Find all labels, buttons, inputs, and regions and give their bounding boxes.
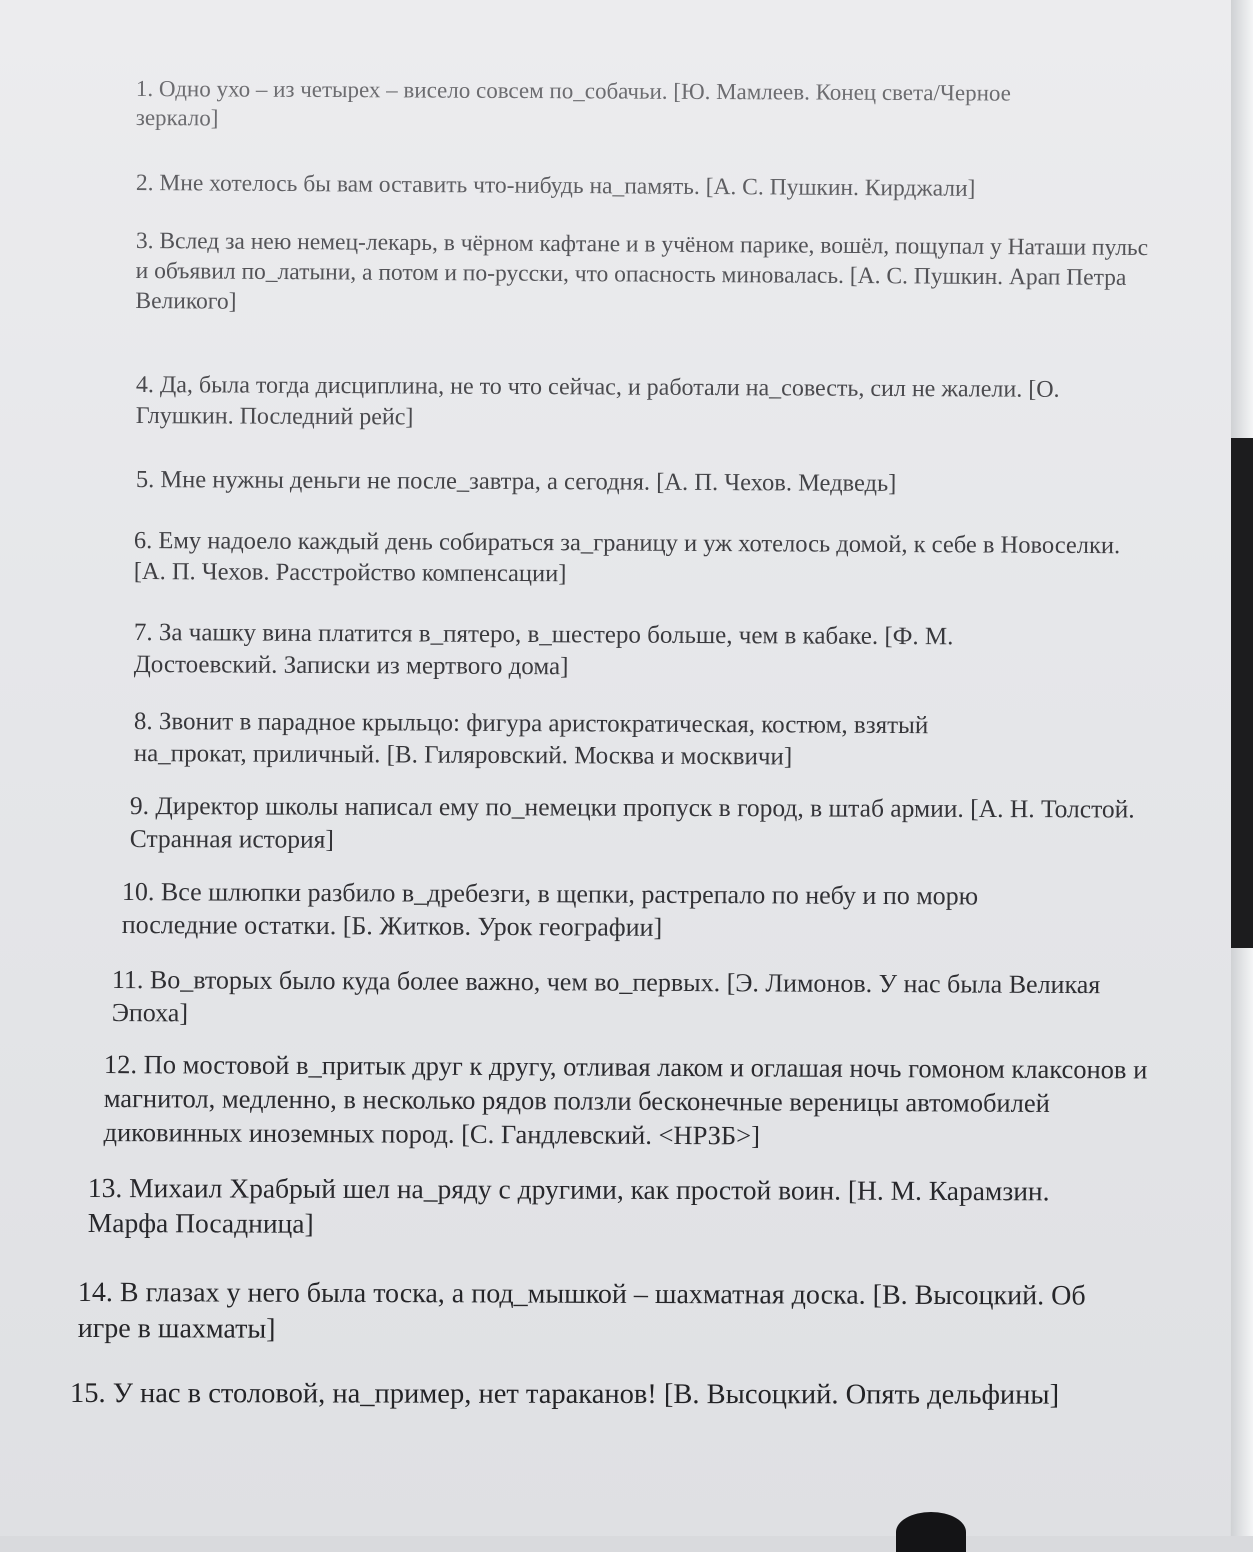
sentence-10: 10. Все шлюпки разбило в_дребезги, в щепки, растрепало по небу и по морю последние остатки. [Б. Житков. Урок географии] (121, 877, 979, 943)
sentence-13: 13. Михаил Храбрый шел на_ряду с другими, как простой воин. [Н. М. Карамзин. Марфа Посадница] (87, 1172, 1050, 1239)
sentence-14: 14. В глазах у него была тоска, а под_мышкой – шахматная доска. [В. Высоцкий. Об игре в шахматы] (77, 1277, 1086, 1345)
sentence-2: 2. Мне хотелось бы вам оставить что-нибудь на_память. [А. С. Пушкин. Кирджали] (135, 169, 976, 202)
sentence-12: 12. По мостовой в_притык друг к другу, отливая лаком и оглашая ночь гомоном клаксонов и магнитол, медленно, в несколько рядов ползли бесконечные вереницы автомобилей диковинных иноземных пород. [С. Гандлевский. <НРЗБ>] (103, 1049, 1148, 1151)
sentence-4: 4. Да, была тогда дисциплина, не то что сейчас, и работали на_совесть, сил не жалели. [О. Глушкин. Последний рейс] (135, 371, 1060, 431)
sentence-9: 9. Директор школы написал ему по_немецки пропуск в город, в штаб армии. [А. Н. Толстой. Странная история] (129, 791, 1135, 854)
binder-ring (896, 1512, 966, 1552)
sentence-6: 6. Ему надоело каждый день собираться за_границу и уж хотелось домой, к себе в Новоселки. [А. П. Чехов. Расстройство компенсации] (133, 527, 1121, 588)
sentence-1: 1. Одно ухо – из четырех – висело совсем по_собачьи. [Ю. Мамлеев. Конец света/Черное зеркало] (135, 75, 1011, 131)
sentence-3: 3. Вслед за нею немец-лекарь, в чёрном кафтане и в учёном парике, вошёл, пощупал у Наташи пульс и объявил по_латыни, а потом и по-русски, что опасность миновалась. [А. С. Пушкин. Арап Петра Великого] (135, 227, 1149, 315)
background-board (1231, 438, 1253, 948)
sentence-8: 8. Звонит в парадное крыльцо: фигура аристократическая, костюм, взятый на_прокат, приличный. [В. Гиляровский. Москва и москвичи] (133, 708, 929, 771)
sentence-7: 7. За чашку вина платится в_пятеро, в_шестеро больше, чем в кабаке. [Ф. М. Достоевский. Записки из мертвого дома] (133, 619, 954, 681)
sentence-15: 15. У нас в столовой, на_пример, нет тараканов! [В. Высоцкий. Опять дельфины] (69, 1378, 1060, 1411)
sentence-11: 11. Во_вторых было куда более важно, чем во_первых. [Э. Лимонов. У нас была Великая Эпоха] (111, 965, 1101, 1028)
sentence-5: 5. Мне нужны деньги не после_завтра, а сегодня. [А. П. Чехов. Медведь] (135, 465, 897, 497)
